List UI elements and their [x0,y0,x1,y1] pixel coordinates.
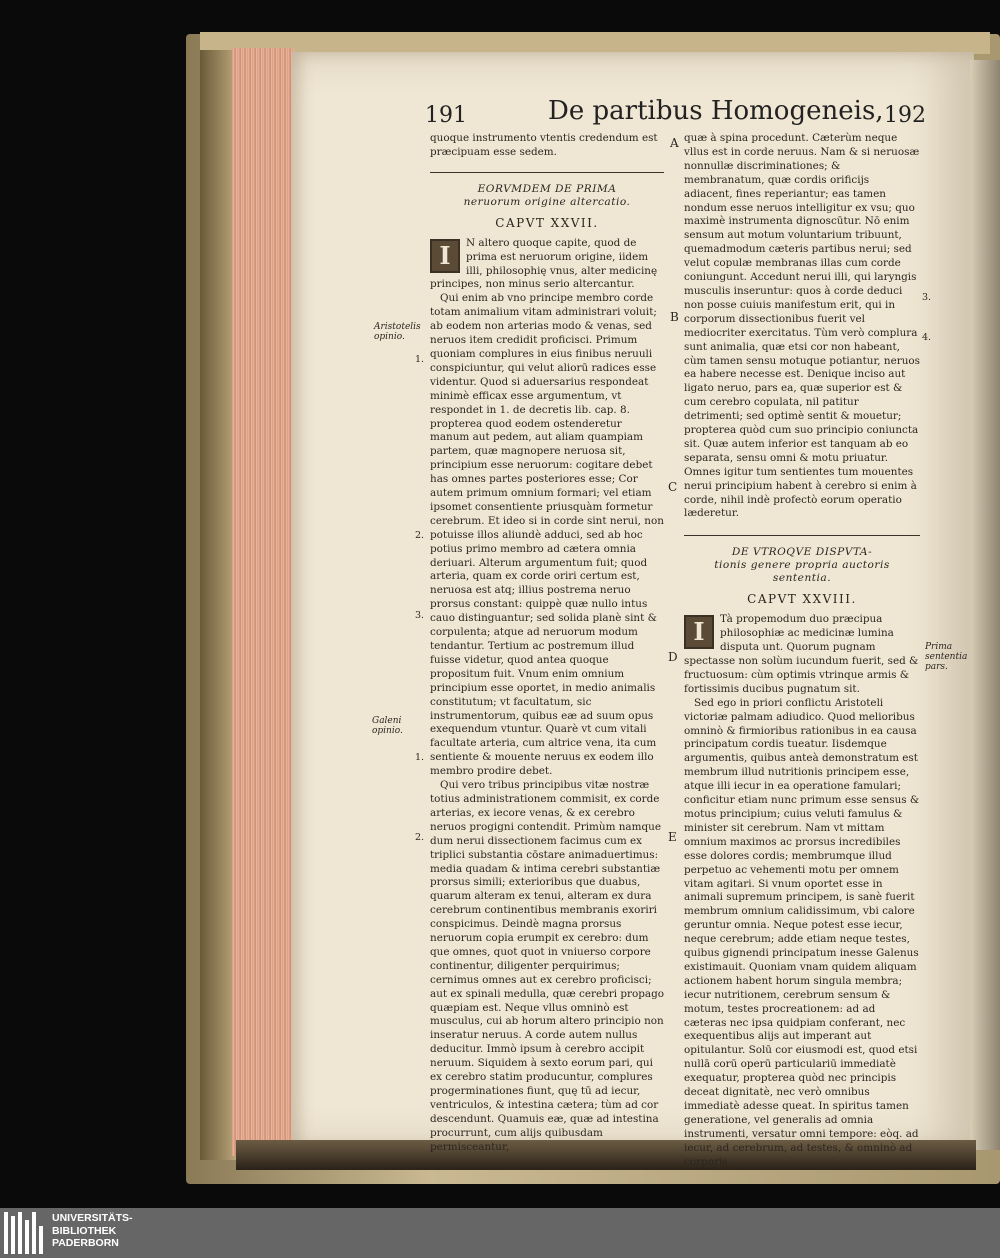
margin-number: 2. [415,832,425,843]
section-divider [430,172,664,173]
running-head-title: De partibus Homogeneis, [548,96,884,126]
chapter-28-heading: CAPVT XXVIII. [747,592,857,607]
book-cover-top-edge [200,32,990,54]
decorated-initial: I [684,615,714,649]
section-letter-e: E [668,830,677,844]
chapter-28-title-line2: tionis genere propria auctoris [714,559,890,572]
margin-number: 1. [415,752,425,763]
book-spine [200,50,236,1160]
section-letter-b: B [670,310,679,324]
margin-number: 3. [415,610,425,621]
left-page-number: 191 [425,103,467,128]
chapter-28-title-line3: sententia. [772,572,832,585]
margin-note-prima: Prima sententia pars. [925,642,968,672]
chapter-27-title-line1: EORVMDEM DE PRIMA [477,182,617,195]
library-name-line1: UNIVERSITÄTS- [52,1212,133,1224]
chapter-28-paragraph-2: Sed ego in priori conflictu Aristoteli victoriæ palmam adiudico. Quod melioribus omninò & firmioribus rationibus in ea causa principatum cordis tueatur. Iisdemque argumentis, quibus anteà demonstratum est membrum illud nutritionis principem esse, atque illi iecur in ea operatione famulari; conficitur etiam nunc primum esse sensus & motus principium; cuius veluti famulus & minister sit cerebrum. Nam vt mittam omnium maximos ac prorsus incredibiles esse dolores cordis; membrumque illud perpetuo ac vehementi motu per omnem vitam agitari. Si vnum oportet esse in animali supremum principem, is sanè fuerit membrum omnium calidissimum, vbi calore geruntur omnia. Neque potest esse iecur, neque cerebrum; adde etiam neque testes, quibus gignendi principatum inesse Galenus existimauit. Quoniam vnam quidem aliquam actionem habent horum singula membra; iecur nutritionem, cerebrum sensum & motum, testes procreationem: ad ad cæteras nec ipsa quidpiam conferant, nec exequentibus alijs aut imperant aut opitulantur. Solū cor eiusmodi est, quod etsi nullā corū operū particulariū immediatè exequatur, propterea quòd nec principis deceat dignitatè, nec verò omnibus immediatè adesse queat. In spiritus tamen generatione, vel generalis ad omnia instrumenti, versatur omni tempore: eòq. ad iecur, ad cerebrum, ad testes, & omninò ad corporis [684,696,920,1168]
chapter-27-paragraph-1 [430,237,664,293]
library-footer-bar [0,1208,1000,1258]
left-text-column [430,132,664,1155]
library-logo-icon [4,1212,46,1254]
chapter-27-paragraph-1-text: N altero quoque capite, quod de prima est neruorum origine, iidem illi, philosophię vnus, alter medicinę principes, non minus serio altercantur. [430,236,658,291]
margin-number: 3. [922,292,932,303]
margin-number: 1. [415,354,425,365]
chapter-27-heading: CAPVT XXVII. [495,215,599,230]
chapter-27-paragraph-3: Qui vero tribus principibus vitæ nostræ totius administrationem commisit, ex corde arterias, ex iecore venas, & ex cerebro neruos progigni contendit. Primùm namque dum nerui dissectionem facimus cum ex triplici substantia cōstare animaduertimus: media quadam & intima cerebri substantiæ prorsus simili; exterioribus que duabus, quarum alteram ex tenui, alteram ex dura cerebrum continentibus membranis exoriri conspicimus. Deindè magna prorsus neruorum copia erumpit ex cerebro: dum que omnes, quot quot in vniuerso corpore continentur, diligenter perquirimus; cernimus omnes aut ex cerebro proficisci; aut ex spinali medulla, quæ cerebri propago quæpiam est. Neque vllus omninò est musculus, cui ab horum altero principio non inseratur neruus. A corde autem nullus deducitur. Immò ipsum à cerebro accipit neruum. Siquidem à sexto eorum pari, qui ex cerebro statim producuntur, complures progerminationes fiunt, quę tū ad iecur, ventriculos, & intestina cætera; tùm ad cor descendunt. Quamuis eæ, quæ ad intestina procurrunt, cum alijs quibusdam permisceantur, [430,779,664,1153]
right-paragraph-1: quæ à spina procedunt. Cæterùm neque vllus est in corde neruus. Nam & si neruosæ nonnullæ discriminationes; & membranatum, quæ cordis orificijs adiacent, fines reperiantur; eas tamen nondum esse neruos intelligitur ex vsu; quo maximè instrumenta dignoscūtur. Nō enim sensum aut motum voluntarium tribuunt, quemadmodum cæteris partibus nerui; sed velut copulæ membranas illas cum corde coniungunt. Accedunt nerui illi, qui laryngis musculis inseruntur: quos à corde deduci non posse cuiuis manifestum erit, qui in corporum dissectionibus fuerit vel mediocriter exercitatus. Tùm verò complura sunt animalia, quæ etsi cor non habeant, cùm tamen sensu motuque potiantur, neruos ea habere necesse est. Denique inciso aut ligato neruo, pars ea, quæ superior est & cum cerebro copulata, nil patitur detrimenti; sed optimè sentit & mouetur; propterea quòd cum suo principio coniuncta sit. Quæ autem inferior est tanquam ab eo separata, sensu omni & motu priuatur. Omnes igitur tum sentientes tum mouentes nerui principium habent à cerebro si enim à corde, nihil indè profectò eorum operatio læderetur. [684,132,920,520]
facing-page-edge [970,60,1000,1150]
decorated-initial: I [430,239,460,273]
section-letter-d: D [668,650,678,664]
margin-number: 4. [922,332,932,343]
chapter-27-title-line2: neruorum origine altercatio. [463,195,631,208]
chapter-28-paragraph-1 [684,613,920,696]
margin-note-aristotle: Aristotelis opinio. [374,322,421,342]
right-page-number: 192 [884,103,926,128]
library-name [52,1212,133,1250]
margin-note-galen: Galeni opinio. [372,716,403,736]
left-intro-text: quoque instrumento vtentis credendum est præcipuam esse sedem. [430,132,658,158]
margin-number: 2. [415,530,425,541]
page-stack-edge [232,48,294,1156]
section-letter-c: C [668,480,678,494]
section-divider [684,535,920,536]
library-name-line2: BIBLIOTHEK [52,1224,117,1237]
library-name-line3: PADERBORN [52,1237,119,1250]
section-letter-a: A [670,136,679,150]
right-text-column [684,132,920,1170]
chapter-27-paragraph-2: Qui enim ab vno principe membro corde totam animalium vitam administrari voluit; ab eodem non arterias modo & venas, sed neruos item credidit proficisci. Primum quoniam complures in eius finibus neruuli conspiciuntur, qui velut aliorū radices esse videntur. Quod si aduersarius respondeat minimè efficax esse argumentum, vt respondet in 1. de decretis lib. cap. 8. propterea quod eodem ostenderetur manum aut pedem, aut aliam quampiam partem, quæ magnopere neruosa sit, principium esse neruorum: cogitare debet has omnes partes posteriores esse; Cor autem primum omnium formari; vel etiam ipsomet consentiente priusquàm formetur cerebrum. Et ideo si in corde sint nerui, non potuisse illos aliundè adduci, sed ab hoc potius primo membro ad cætera omnia deriuari. Alterum argumentum fuit; quod arteria, quam ex corde oriri certum est, neruosa est atq; illius postrema neruo prorsus constant: quippè quæ nullo intus cauo distinguantur; sed solida planè sint & corpulenta; atque ad neruorum modum tendantur. Tertium ac postremum illud fuisse videtur, quod antea quoque propositum fuit. Vnum enim omnium principium esse oportet, in medio animalis constitutum; vt facultatum, sic instrumentorum, quibus eæ ad suum opus exequendum vtuntur. Quarè vt cum vitali facultate arteria, cum altrice vena, ita cum sentiente & mouente neruus ex eodem illo membro prodire debet. [430,292,664,778]
chapter-28-paragraph-1-text: Tà propemodum duo præcipua philosophiæ ac medicinæ lumina disputa unt. Quorum pugnam spectasse non solùm iucundum fuerit, sed & fructuosum: cùm optimis vtrinque armis & fortissimis ducibus pugnatum sit. [684,613,919,695]
chapter-28-title-line1: DE VTROQVE DISPVTA- [731,546,873,559]
